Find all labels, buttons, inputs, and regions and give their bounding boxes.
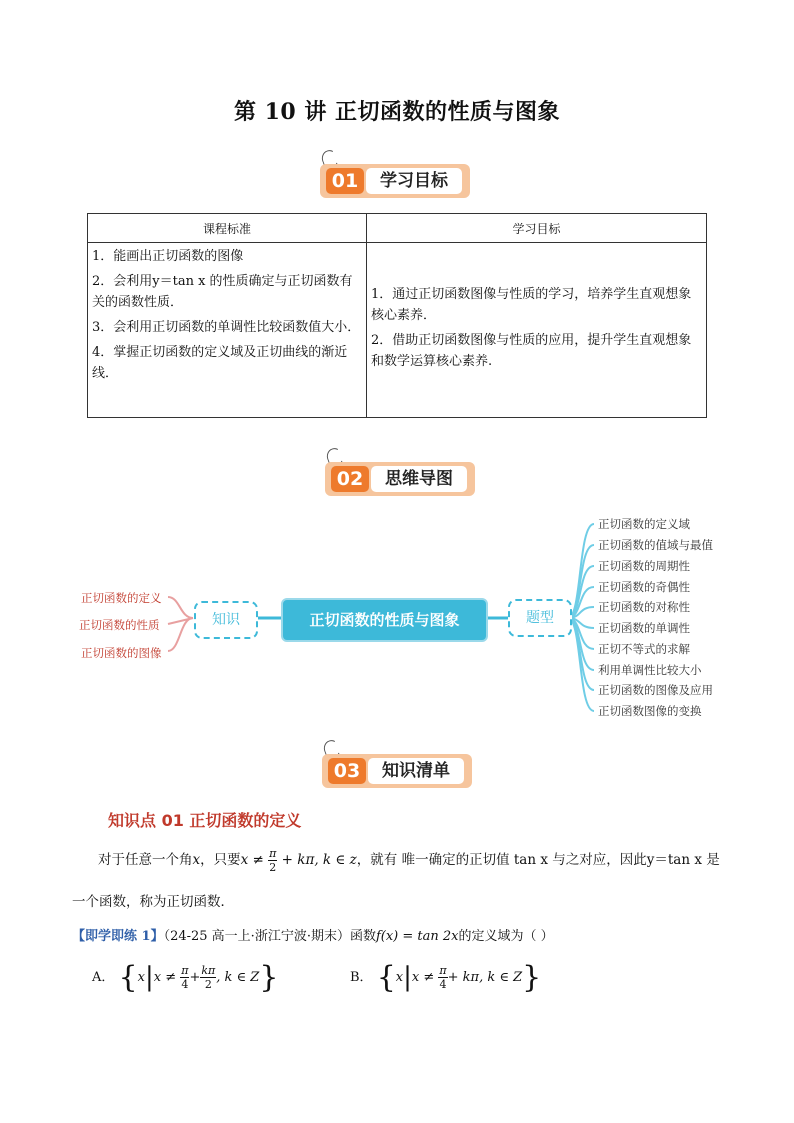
table-header-goal: 学习目标	[367, 214, 707, 243]
mindmap-right-item: 正切函数图像的变换	[598, 704, 702, 718]
goals-table	[87, 213, 707, 418]
numerator: π	[181, 964, 189, 977]
mindmap-left-item: 正切函数的定义	[81, 591, 162, 605]
standards-cell	[88, 243, 367, 418]
brace-right: }	[522, 960, 542, 995]
brace-left: {	[376, 960, 396, 995]
denominator: 2	[269, 861, 277, 874]
mindmap-left-item: 正切函数的性质	[79, 618, 160, 632]
section-label: 知识清单	[368, 758, 464, 784]
math-expr: x ≠	[411, 970, 435, 985]
practice-prompt: 的定义域为（ ）	[458, 929, 554, 944]
brace-right: }	[259, 960, 279, 995]
math-expr: + kπ, k ∈ Z	[447, 970, 523, 985]
section-number: 01	[326, 168, 364, 194]
standard-item: 3．会利用正切函数的单调性比较函数值大小．	[92, 320, 361, 335]
section-label: 思维导图	[371, 466, 467, 492]
mindmap-right-item: 正切不等式的求解	[598, 642, 690, 656]
definition-text: 对于任意一个角	[98, 852, 193, 868]
goals-cell	[367, 243, 707, 418]
denominator: 4	[439, 978, 447, 991]
section-label: 学习目标	[366, 168, 462, 194]
mindmap-right-item: 正切函数的对称性	[598, 600, 690, 614]
definition-line-1	[98, 848, 738, 873]
option-label: B．	[350, 970, 373, 985]
standard-item: 1．能画出正切函数的图像	[92, 249, 244, 264]
mindmap-right-item: 正切函数的周期性	[598, 559, 690, 573]
denominator: 2	[204, 978, 212, 991]
math-var: x	[395, 970, 404, 985]
mindmap-node-knowledge: 知识	[194, 601, 258, 639]
math-expr: x ≠	[240, 852, 264, 868]
fraction	[268, 848, 277, 873]
math-expr: x ≠	[153, 970, 177, 985]
mindmap-node-types: 题型	[508, 599, 572, 637]
practice-source: （24-25 高一上·浙江宁波·期末）函数	[163, 929, 376, 944]
knowledge-point-title: 知识点 01 正切函数的定义	[108, 811, 302, 830]
table-header-standard: 课程标准	[88, 214, 367, 243]
option-a[interactable]	[92, 960, 278, 995]
standard-item: 2．会利用y＝tan x 的性质确定与正切函数有关的函数性质．	[92, 274, 353, 310]
goal-item: 1．通过正切函数图像与性质的学习，培养学生直观想象核心素养．	[371, 287, 692, 323]
numerator: kπ	[201, 964, 216, 977]
section-number: 02	[331, 466, 369, 492]
math-expr: + kπ, k ∈ z	[281, 852, 357, 868]
denominator: 4	[181, 978, 189, 991]
math-expr: f(x) = tan 2x	[375, 929, 459, 944]
mindmap-right-item: 正切函数的定义域	[598, 517, 690, 531]
math-var: x	[137, 970, 145, 985]
mindmap-right-item: 正切函数的图像及应用	[598, 683, 713, 697]
definition-line-2: 一个函数，称为正切函数．	[72, 894, 234, 910]
goal-item: 2．借助正切函数图像与性质的应用，提升学生直观想象和数学运算核心素养.	[371, 333, 692, 369]
practice-question	[72, 925, 554, 944]
mindmap-left-item: 正切函数的图像	[81, 646, 162, 660]
math-expr: , k ∈ Z	[216, 970, 260, 985]
definition-text: ，只要	[200, 852, 241, 868]
brace-left: {	[118, 960, 138, 995]
section-number: 03	[328, 758, 366, 784]
standard-item: 4．掌握正切函数的定义域及正切曲线的渐近线．	[92, 345, 348, 381]
numerator: π	[269, 847, 277, 860]
mindmap-center: 正切函数的性质与图象	[281, 598, 488, 642]
option-b[interactable]	[350, 960, 541, 995]
mindmap-right-item: 利用单调性比较大小	[598, 663, 702, 677]
mindmap-right-item: 正切函数的值域与最值	[598, 538, 713, 552]
definition-text: ，就有 唯一确定的正切值 tan x 与之对应，因此y＝tan x 是	[356, 852, 720, 868]
fraction	[200, 965, 216, 990]
math-op: +	[189, 970, 201, 985]
option-label: A．	[92, 970, 115, 985]
fraction	[438, 965, 447, 990]
math-var: x	[192, 852, 201, 868]
set-expression: {x|x ≠ $\frac{\pi}{4}$ + $\frac{k\pi}{2}$ , k ∈ Z}	[118, 960, 279, 995]
numerator: π	[439, 964, 447, 977]
mindmap-right-item: 正切函数的奇偶性	[598, 580, 690, 594]
page-title: 第 10 讲 正切函数的性质与图象	[233, 99, 561, 125]
set-expression: {x|x ≠ $\frac{\pi}{4}$ + kπ, k ∈ Z}	[376, 960, 542, 995]
practice-tag: 【即学即练 1】	[72, 929, 164, 944]
mindmap-right-item: 正切函数的单调性	[598, 621, 690, 635]
